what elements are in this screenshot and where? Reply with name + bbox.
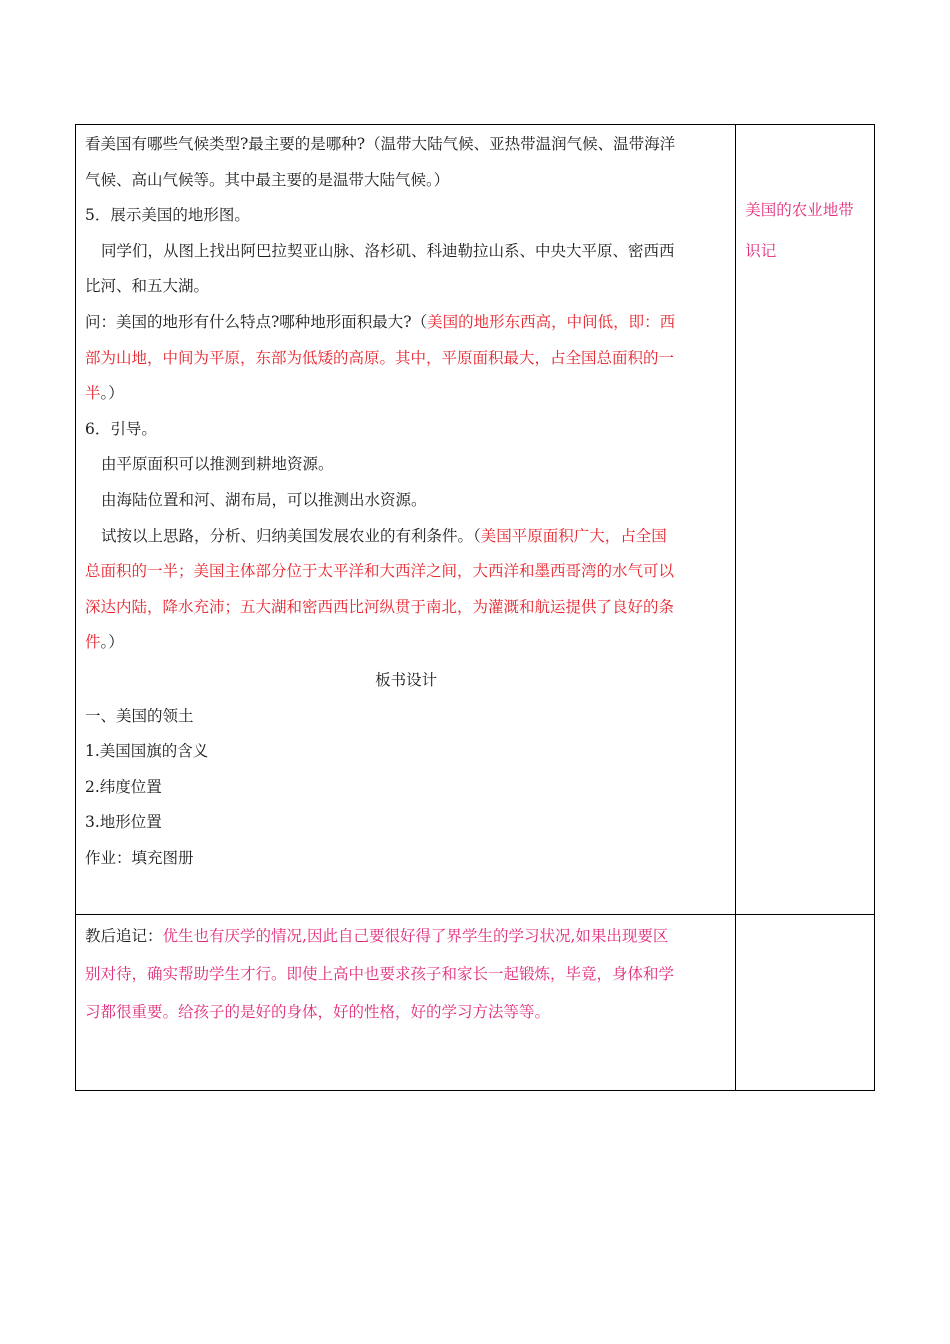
lesson-line — [85, 412, 727, 448]
lesson-line — [85, 234, 727, 270]
lesson-line — [85, 483, 727, 519]
lesson-text: 比河、和五大湖。 — [85, 277, 210, 296]
answer-text: 半 — [85, 384, 101, 403]
answer-text: 美国平原面积广大，占全国 — [480, 526, 667, 545]
reflection-side-cell — [736, 915, 875, 1091]
reflection-line — [85, 917, 727, 955]
answer-text: 美国的地形东西高，中间低，即：西 — [427, 312, 676, 331]
lesson-text: 由海陆位置和河、湖布局，可以推测出水资源。 — [101, 490, 427, 509]
lesson-line — [85, 305, 727, 341]
lesson-line — [85, 198, 727, 234]
lesson-line — [85, 163, 727, 199]
board-item: 一、美国的领土 — [85, 706, 194, 725]
answer-text: 深达内陆，降水充沛；五大湖和密西西比河纵贯于南北，为灌溉和航运提供了良好的条 — [85, 597, 675, 616]
lesson-text: 6．引导。 — [85, 419, 157, 438]
lesson-content-cell — [76, 125, 736, 915]
lesson-line — [85, 341, 727, 377]
reflection-line: 习都很重要。给孩子的是好的身体，好的性格，好的学习方法等等。 — [85, 1003, 551, 1021]
lesson-text: 看美国有哪些气候类型?最主要的是哪种?（温带大陆气候、亚热带温润气候、温带海洋 — [85, 135, 676, 153]
lesson-text: 同学们，从图上找出阿巴拉契亚山脉、洛杉矶、科迪勒拉山系、中央大平原、密西西 — [101, 241, 675, 260]
lesson-line — [85, 519, 727, 555]
lesson-line — [85, 625, 727, 661]
side-note-cell — [736, 125, 875, 915]
lesson-text: 由平原面积可以推测到耕地资源。 — [101, 455, 334, 474]
reflection-label: 教后追记： — [85, 927, 163, 945]
board-design — [76, 661, 735, 877]
lesson-line — [85, 590, 727, 626]
homework-line: 作业：填充图册 — [85, 848, 194, 867]
board-item: 3.地形位置 — [85, 813, 162, 832]
lesson-text: 。） — [100, 384, 124, 403]
board-item: 1.美国国旗的含义 — [85, 742, 209, 761]
reflection-row — [76, 915, 875, 1091]
lesson-line — [85, 269, 727, 305]
board-design-title: 板书设计 — [375, 670, 438, 689]
lesson-plan-table — [75, 124, 875, 1091]
lesson-text: 试按以上思路，分析、归纳美国发展农业的有利条件。（ — [101, 526, 481, 545]
lesson-line — [85, 447, 727, 483]
lesson-text: 。） — [100, 633, 124, 652]
lesson-row — [76, 125, 875, 915]
reflection-text: 优生也有厌学的情况,因此自己要很好得了界学生的学习状况,如果出现要区 — [162, 927, 669, 945]
answer-text: 件 — [85, 633, 101, 652]
reflection-notes — [76, 915, 735, 1031]
reflection-cell — [76, 915, 736, 1091]
reflection-line: 别对待，确实帮助学生才行。即使上高中也要求孩子和家长一起锻炼，毕竟，身体和学 — [85, 965, 675, 983]
lesson-line — [85, 127, 727, 163]
answer-text: 部为山地，中间为平原，东部为低矮的高原。其中，平原面积最大，占全国总面积的一 — [85, 348, 675, 367]
side-note — [736, 125, 874, 272]
lesson-line — [85, 376, 727, 412]
lesson-content — [76, 125, 735, 661]
side-note-line: 美国的农业地带 — [745, 201, 854, 219]
board-item: 2.纬度位置 — [85, 777, 162, 796]
lesson-text: 问：美国的地形有什么特点?哪种地形面积最大?（ — [85, 312, 428, 331]
lesson-text: 气候、高山气候等。其中最主要的是温带大陆气候。） — [85, 170, 450, 189]
side-note-line: 识记 — [745, 242, 777, 260]
lesson-line — [85, 554, 727, 590]
lesson-text: 5．展示美国的地形图。 — [85, 206, 250, 225]
answer-text: 总面积的一半；美国主体部分位于太平洋和大西洋之间，大西洋和墨西哥湾的水气可以 — [85, 562, 675, 581]
